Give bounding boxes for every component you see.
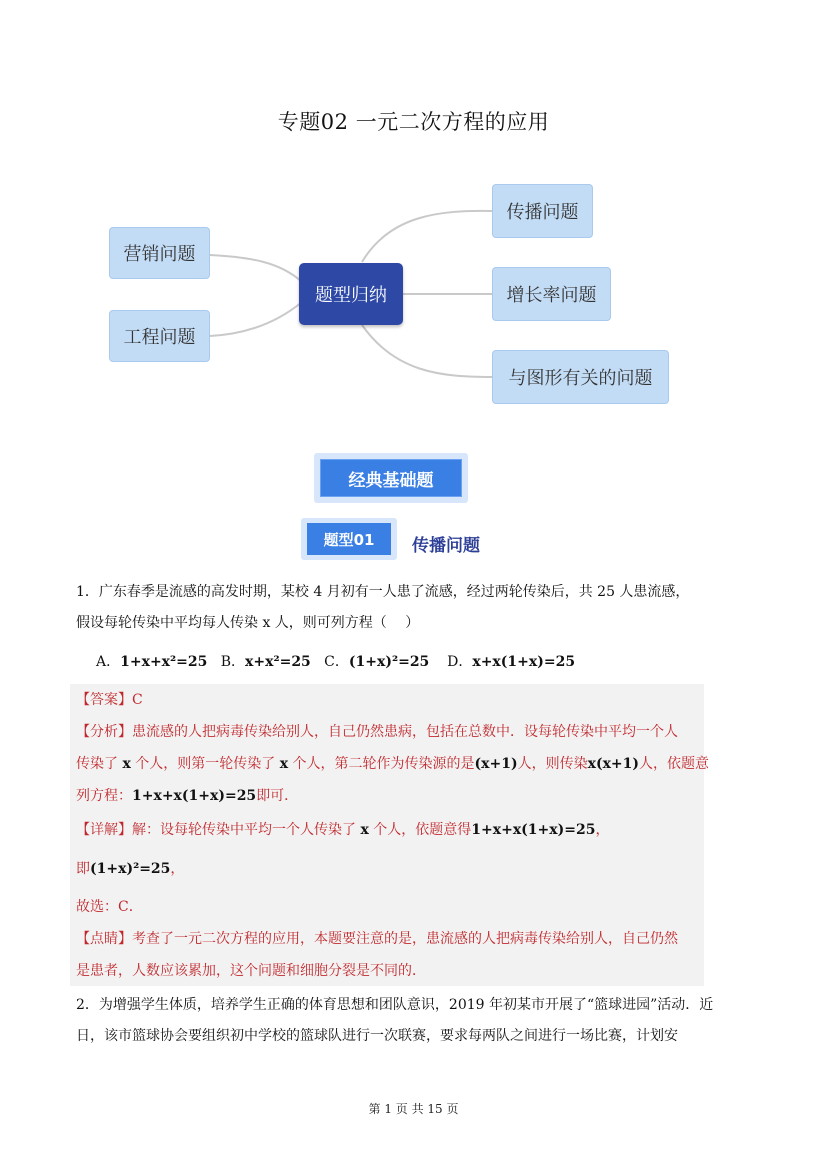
mindmap-node-engineering: 工程问题 <box>109 310 210 362</box>
option-d-label: D． <box>447 654 473 670</box>
expr-equation: 1+x+x(1+x)=25 <box>471 822 596 838</box>
detail-text-2a: 即 <box>76 861 90 877</box>
connector-left-2 <box>210 302 302 336</box>
detail-text-1a: 解：设每轮传染中平均一个人传染了 <box>132 822 356 838</box>
option-a-label: A． <box>96 654 121 670</box>
q1-stem-line1: 1．广东春季是流感的高发时期，某校 4 月初有一人患了流感，经过两轮传染后，共 25 人患流感， <box>76 584 690 600</box>
comment-line2: 是患者，人数应该累加，这个问题和细胞分裂是不同的． <box>76 963 426 979</box>
mindmap-node-growth-rate: 增长率问题 <box>492 267 611 321</box>
type-tag-label: 题型01 <box>307 523 391 555</box>
type-title: 传播问题 <box>412 536 480 556</box>
expr-x-plus-1: (x+1) <box>474 756 518 772</box>
answer-label: 【答案】 <box>76 692 132 708</box>
analysis-line2 <box>76 754 709 774</box>
page-title: 专题02 一元二次方程的应用 <box>277 110 550 134</box>
expr-equation: 1+x+x(1+x)=25 <box>132 788 257 804</box>
detail-line1 <box>76 820 609 840</box>
var-x: x <box>122 756 131 772</box>
analysis-line1 <box>76 722 678 742</box>
detail-text-1b: 个人，依题意得 <box>373 822 472 838</box>
connector-left-1 <box>210 255 302 282</box>
expr-x-times-x-plus-1: x(x+1) <box>587 756 640 772</box>
var-x: x <box>279 756 289 772</box>
comment-label: 【点睛】 <box>76 931 132 947</box>
comment-line1 <box>76 929 678 949</box>
analysis-text-3b: 即可． <box>256 788 299 804</box>
detail-text-2b: ， <box>170 861 185 877</box>
mindmap-node-marketing: 营销问题 <box>109 227 210 279</box>
type-tag <box>301 518 397 560</box>
answer-value: C <box>132 692 143 708</box>
option-b-label: B． <box>220 654 246 670</box>
option-c-label: C． <box>324 654 349 670</box>
connector-right-1 <box>362 211 492 262</box>
analysis-text-2a: 传染了 <box>76 756 118 772</box>
option-b: x+x²=25 <box>245 654 311 670</box>
answer-line <box>76 690 143 710</box>
comment-text-1: 考查了一元二次方程的应用，本题要注意的是，患流感的人把病毒传染给别人，自己仍然 <box>132 931 678 947</box>
detail-text-1c: ， <box>595 822 610 838</box>
analysis-text-2b: 个人，则第一轮传染了 <box>135 756 276 772</box>
q1-stem-line2: 假设每轮传染中平均每人传染 x 人，则可列方程（ ） <box>76 615 420 631</box>
analysis-text-2c: 个人，第二轮作为传染源的是 <box>292 756 475 772</box>
option-a: 1+x+x²=25 <box>120 654 208 670</box>
detail-line2 <box>76 859 184 879</box>
mindmap-node-propagation: 传播问题 <box>492 184 593 238</box>
connector-right-3 <box>362 325 492 377</box>
option-d: x+x(1+x)=25 <box>472 654 576 670</box>
q1-options <box>96 652 575 672</box>
mindmap-node-geometry: 与图形有关的问题 <box>492 350 669 404</box>
detail-label: 【详解】 <box>76 822 132 838</box>
analysis-text-1: 患流感的人把病毒传染给别人，自己仍然患病，包括在总数中．设每轮传染中平均一个人 <box>132 724 678 740</box>
q2-stem-line1: 2．为增强学生体质，培养学生正确的体育思想和团队意识，2019 年初某市开展了“篮球进园”活动．近 <box>76 997 714 1013</box>
q2-stem-line2: 日，该市篮球协会要组织初中学校的篮球队进行一次联赛，要求每两队之间进行一场比赛，计划安 <box>76 1028 678 1044</box>
section-banner <box>314 453 468 503</box>
var-x: x <box>360 822 369 838</box>
expr-square: (1+x)²=25 <box>90 861 171 877</box>
analysis-line3 <box>76 786 298 806</box>
section-banner-label: 经典基础题 <box>320 459 462 497</box>
analysis-text-2d: 人，则传染 <box>517 756 588 772</box>
mindmap-center-node: 题型归纳 <box>299 263 403 325</box>
analysis-text-2e: 人，依题意 <box>639 756 710 772</box>
option-c: (1+x)²=25 <box>348 654 430 670</box>
choose-line: 故选：C． <box>76 899 143 915</box>
analysis-text-3a: 列方程： <box>76 788 132 804</box>
page-footer: 第 1 页 共 15 页 <box>368 1102 459 1116</box>
analysis-label: 【分析】 <box>76 724 132 740</box>
